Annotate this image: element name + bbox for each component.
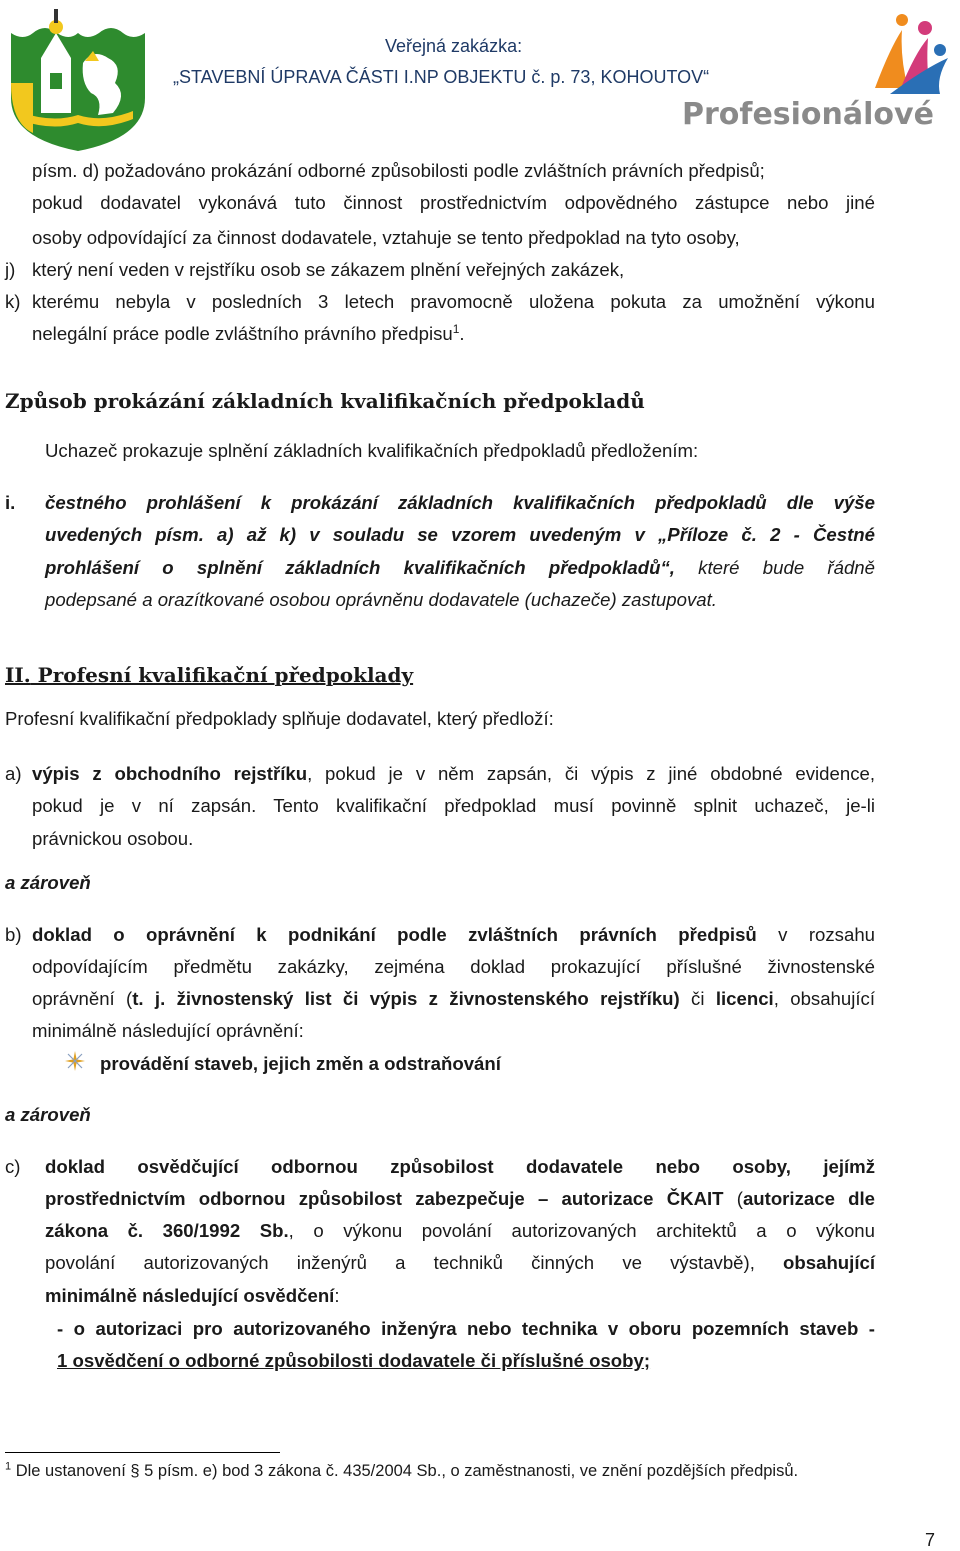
list-label-i: i. <box>5 492 16 513</box>
body-text: t. j. živnostenský list či výpis z živnostenského rejstříku) <box>132 988 680 1009</box>
body-text: doklad o oprávnění k podnikání podle zvláštních právních předpisů <box>32 924 757 945</box>
list-item-c <box>45 1187 875 1211</box>
footnote-text: Dle ustanovení § 5 písm. e) bod 3 zákona č. 435/2004 Sb., o zaměstnanosti, ve znění pozdějších předpisů. <box>11 1462 799 1480</box>
body-text: nelegální práce podle zvláštního právního předpisu <box>32 323 453 344</box>
list-label-a: a) <box>5 763 22 784</box>
profesionalove-logo-icon <box>830 8 955 98</box>
footnote-number: 1 <box>5 1460 12 1473</box>
bullet-item: provádění staveb, jejich změn a odstraňování <box>100 1053 501 1074</box>
heading-text: Profesní kvalifikační předpoklady <box>30 663 414 687</box>
list-item-c: - o autorizaci pro autorizovaného inženýra nebo technika v oboru pozemních staveb - <box>57 1318 875 1339</box>
heading-number: II. <box>5 663 31 687</box>
body-text: oprávnění ( <box>32 988 133 1009</box>
conjunction: a zároveň <box>5 1104 91 1125</box>
list-item-i: podepsané a orazítkované osobou oprávněnu dodavatele (uchazeče) zastupovat. <box>45 589 717 610</box>
list-item-c <box>45 1219 875 1243</box>
conjunction: a zároveň <box>5 872 91 893</box>
body-text: prohlášení o splnění základních kvalifikačních předpokladů“, <box>45 557 675 578</box>
body-text: výpis z obchodního rejstříku <box>32 763 308 784</box>
sparkle-bullet-icon <box>64 1050 86 1072</box>
list-item-a: pokud je v ní zapsán. Tento kvalifikační předpoklad musí povinně splnit uchazeč, je-li <box>32 795 875 816</box>
list-label-c: c) <box>5 1156 21 1177</box>
body-text: které bude řádně <box>674 557 875 578</box>
list-item-a: právnickou osobou. <box>32 828 194 849</box>
body-line: Profesní kvalifikační předpoklady splňuje dodavatel, který předloží: <box>5 708 554 729</box>
intro-text: Uchazeč prokazuje splnění základních kvalifikačních předpokladů předložením: <box>45 440 699 461</box>
section-heading <box>5 663 413 687</box>
list-item-i <box>45 556 875 580</box>
footnote <box>5 1462 798 1481</box>
list-item-b <box>32 923 875 947</box>
list-item-c: doklad osvědčující odbornou způsobilost dodavatele nebo osoby, jejímž <box>45 1156 875 1177</box>
coat-of-arms-icon <box>3 3 153 153</box>
list-item-b: odpovídajícím předmětu zakázky, zejména doklad prokazující příslušné živnostenské <box>32 956 875 977</box>
body-text: či <box>679 988 716 1009</box>
body-text: . <box>459 323 465 344</box>
body-text: povolání autorizovaných inženýrů a techniků činných ve výstavbě), <box>45 1252 784 1273</box>
list-item-k: kterému nebyla v posledních 3 letech pravomocně uložena pokuta za umožnění výkonu <box>32 291 875 312</box>
body-text: , o výkonu povolání autorizovaných architektů a o výkonu <box>288 1220 875 1241</box>
body-line: osoby odpovídající za činnost dodavatele, vztahuje se tento předpoklad na tyto osoby, <box>32 227 740 248</box>
list-item-i: čestného prohlášení k prokázání základních kvalifikačních předpokladů dle výše <box>45 492 875 513</box>
list-item-b <box>32 987 875 1011</box>
body-text: obsahující <box>783 1252 875 1273</box>
footnote-divider <box>5 1452 280 1453</box>
body-text: : <box>334 1285 340 1306</box>
body-text: , pokud je v něm zapsán, či výpis z jiné obdobné evidence, <box>307 763 875 784</box>
list-item-i: uvedených písm. a) až k) v souladu se vzorem uvedeným v „Příloze č. 2 - Čestné <box>45 524 875 545</box>
list-label-k: k) <box>5 291 21 312</box>
brand-name: Profesionálové <box>682 97 934 132</box>
list-item-c: 1 osvědčení o odborné způsobilosti dodavatele či příslušné osoby; <box>57 1350 651 1371</box>
body-text: autorizace dle <box>742 1188 875 1209</box>
list-item-j: který není veden v rejstříku osob se zákazem plnění veřejných zakázek, <box>32 259 625 280</box>
body-text: , obsahující <box>773 988 876 1009</box>
body-text: minimálně následující osvědčení <box>45 1285 335 1306</box>
body-text: ( <box>723 1188 743 1209</box>
footnote-ref[interactable]: 1 <box>452 321 460 336</box>
body-text: v rozsahu <box>756 924 875 945</box>
body-text: licenci <box>715 988 774 1009</box>
header-title-line2: „STAVEBNÍ ÚPRAVA ČÁSTI I.NP OBJEKTU č. p. 73, KOHOUTOV“ <box>173 67 710 87</box>
list-item-c <box>45 1284 340 1308</box>
list-label-j: j) <box>5 259 16 280</box>
list-label-b: b) <box>5 924 22 945</box>
body-line: písm. d) požadováno prokázání odborné způsobilosti podle zvláštních právních předpisů; <box>32 160 765 181</box>
body-text: prostřednictvím odbornou způsobilost zabezpečuje – autorizace ČKAIT <box>45 1188 724 1209</box>
page-number: 7 <box>925 1530 936 1550</box>
list-item-a <box>32 762 875 786</box>
list-item-k-cont <box>32 322 465 346</box>
list-item-b: minimálně následující oprávnění: <box>32 1020 304 1041</box>
body-line: pokud dodavatel vykonává tuto činnost prostřednictvím odpovědného zástupce nebo jiné <box>32 192 875 213</box>
header-title-line1: Veřejná zakázka: <box>385 36 523 56</box>
body-text: zákona č. 360/1992 Sb. <box>45 1220 289 1241</box>
list-item-c <box>45 1251 875 1275</box>
section-heading: Způsob prokázání základních kvalifikačních předpokladů <box>5 389 645 413</box>
